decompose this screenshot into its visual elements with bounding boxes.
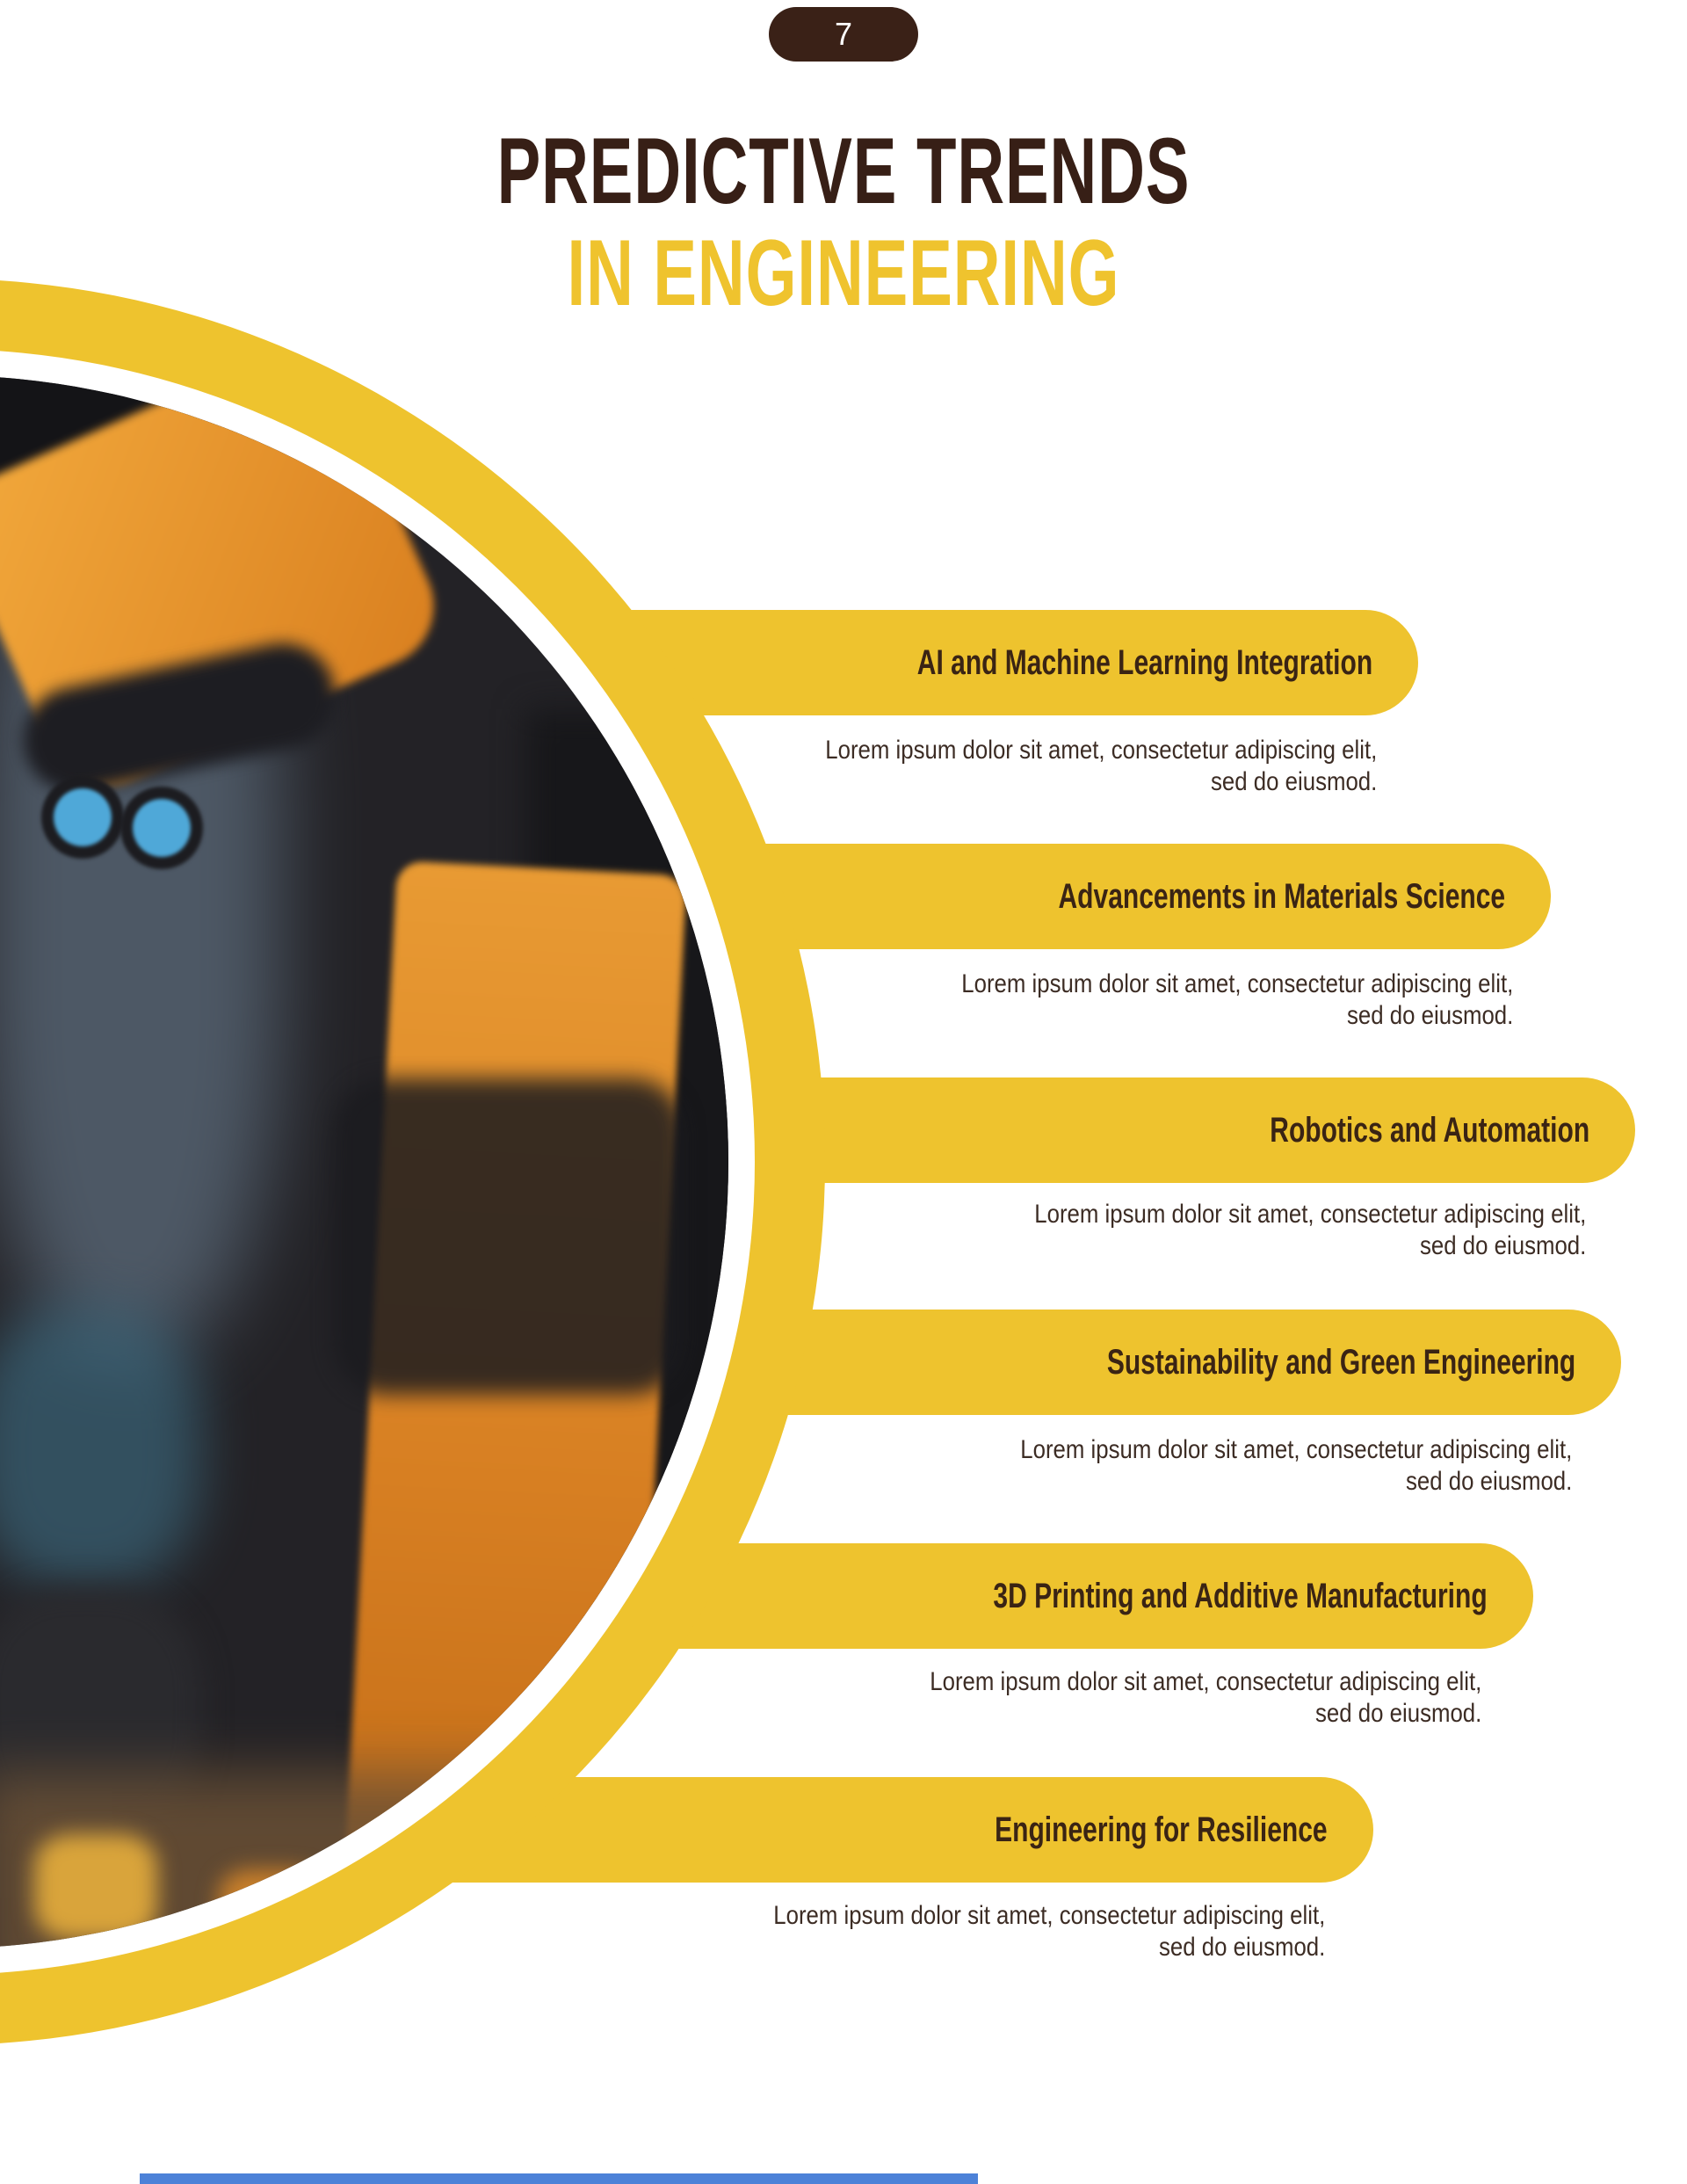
page-number: 7 [834,16,853,52]
page-title-line-1: PREDICTIVE TRENDS [496,119,1191,223]
trend-description-line: Lorem ipsum dolor sit amet, consectetur adipiscing elit, [772,1901,1325,1930]
machine-part [219,1869,324,1948]
trend-description-line: Lorem ipsum dolor sit amet, consectetur adipiscing elit, [1019,1435,1572,1464]
trend-heading: Sustainability and Green Engineering [1106,1342,1575,1382]
trend-description [773,1900,1325,1963]
trend-description [825,735,1377,798]
trend-description-line: sed do eiusmod. [1210,767,1377,796]
trend-description [1034,1199,1586,1262]
trend-description-line: sed do eiusmod. [1314,1699,1481,1728]
camera-lens-right [133,799,191,857]
trend-description [1020,1434,1572,1498]
trend-description [930,1666,1481,1730]
trend-heading: 3D Printing and Additive Manufacturing [993,1576,1488,1615]
trend-description-line: Lorem ipsum dolor sit amet, consectetur adipiscing elit, [824,736,1377,765]
trend-heading: Robotics and Automation [1270,1110,1589,1150]
trend-description-line: Lorem ipsum dolor sit amet, consectetur adipiscing elit, [960,969,1513,998]
trend-description-line: sed do eiusmod. [1346,1001,1513,1030]
trend-description [961,969,1513,1032]
footer-bar [140,2173,978,2184]
trend-description-line: sed do eiusmod. [1419,1231,1586,1260]
page-number-badge [769,7,918,62]
machine-part [34,1834,157,1940]
trend-description-line: Lorem ipsum dolor sit amet, consectetur adipiscing elit, [929,1667,1481,1696]
robot-bracket [333,1078,684,1395]
trend-heading: Engineering for Resilience [995,1810,1328,1849]
trend-heading: Advancements in Materials Science [1058,876,1505,916]
trend-heading: AI and Machine Learning Integration [916,642,1372,682]
page-title-line-2: IN ENGINEERING [567,221,1120,325]
trend-description-line: Lorem ipsum dolor sit amet, consectetur adipiscing elit, [1033,1200,1586,1229]
trend-description-line: sed do eiusmod. [1158,1933,1325,1962]
trend-description-line: sed do eiusmod. [1405,1467,1572,1496]
photo-teal-blur [0,1307,201,1588]
camera-lens-left [54,788,112,846]
